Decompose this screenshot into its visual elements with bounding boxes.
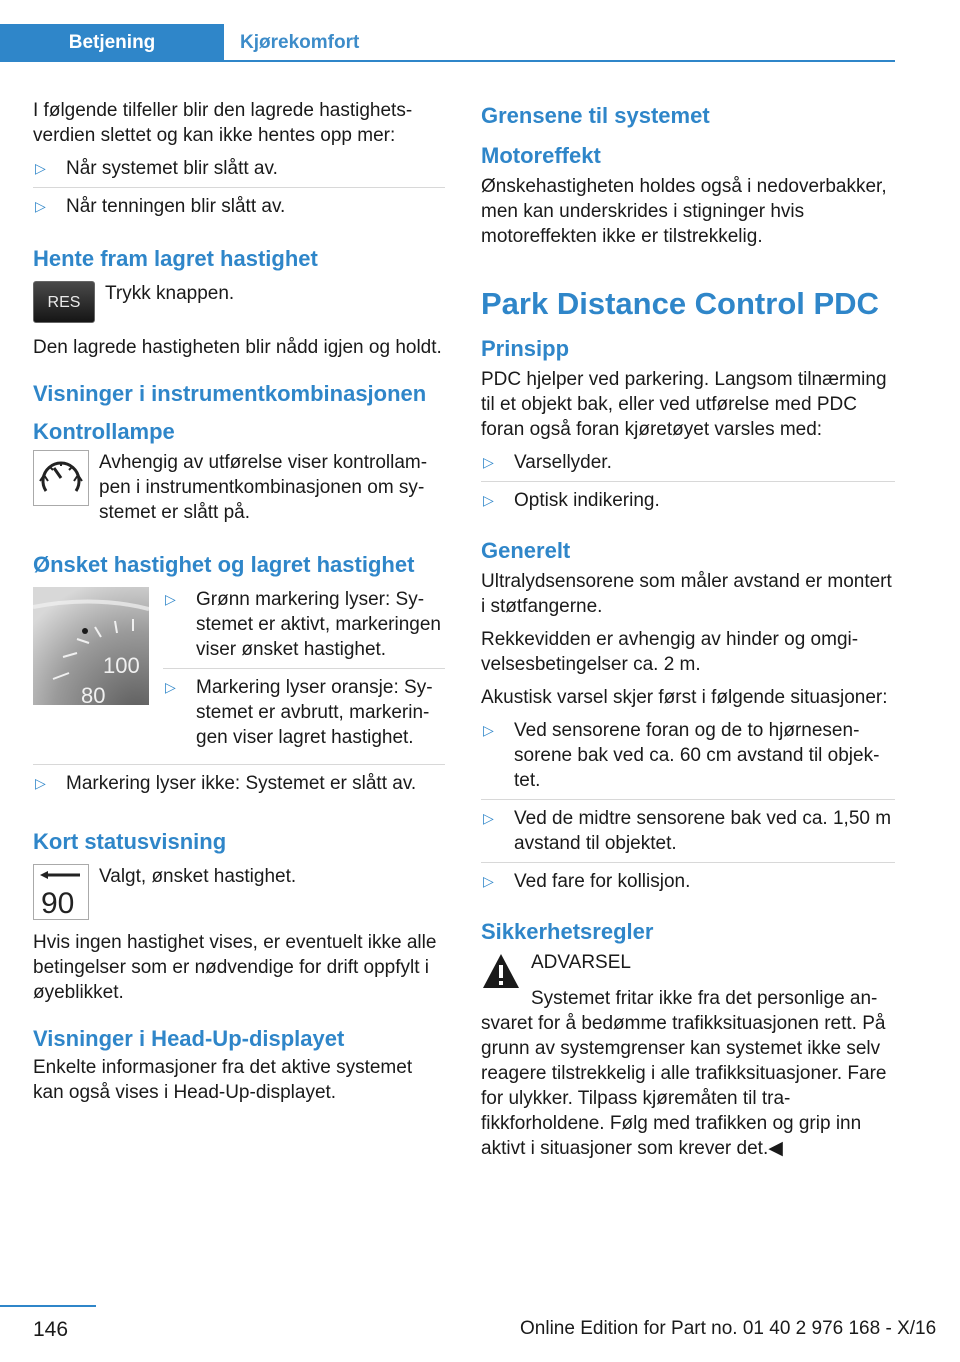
- triangle-bullet-icon: ▷: [483, 454, 494, 470]
- list-item: ▷ Varsellyder.: [481, 450, 895, 482]
- warning-row: [481, 950, 895, 990]
- heading-visninger: Visninger i instrumentkombinasjonen: [33, 381, 427, 406]
- generelt-p3: Akustisk varsel skjer først i følgende situasjoner:: [481, 687, 888, 708]
- speedo-row: [33, 587, 445, 756]
- hente-body: Den lagrede hastigheten blir nådd igjen og holdt.: [33, 337, 442, 358]
- right-column: [481, 98, 895, 1169]
- generelt-p1: Ultralydsensorene som måler avstand er montert i støtfangerne.: [481, 571, 892, 617]
- status-row: [33, 864, 445, 920]
- triangle-bullet-icon: ▷: [165, 679, 176, 695]
- hud-body: Enkelte informasjoner fra det aktive systemet kan også vises i Head-Up-displayet.: [33, 1057, 413, 1103]
- heading-kontrollampe: Kontrollampe: [33, 419, 175, 444]
- lamp-text: Avhengig av utførelse viser kontrollampen i instrumentkombinasjonen om systemet er slått på.: [99, 452, 428, 523]
- speedo-after-list: [33, 764, 445, 802]
- heading-grensene: Grensene til systemet: [481, 103, 710, 128]
- generelt-p2: Rekkevidden er avhengig av hinder og omgivelsesbetingelser ca. 2 m.: [481, 629, 859, 675]
- res-button-icon: RES: [33, 281, 95, 323]
- speedo-label-80: 80: [81, 683, 106, 705]
- triangle-bullet-icon: ▷: [483, 873, 494, 889]
- status-text: Valgt, ønsket hastighet.: [99, 866, 297, 887]
- warning-triangle-icon: [481, 952, 521, 990]
- list-item: ▷ Når systemet blir slått av.: [33, 156, 445, 188]
- speedo-label-100: 100: [103, 653, 140, 678]
- triangle-bullet-icon: ▷: [35, 198, 46, 214]
- prinsipp-list: [481, 450, 895, 519]
- generelt-list: [481, 718, 895, 900]
- heading-motoreffekt: Motoreffekt: [481, 143, 601, 168]
- left-column: [33, 98, 445, 1113]
- list-item: ▷ Når tenningen blir slått av.: [35, 196, 286, 217]
- edition-text: Online Edition for Part no. 01 40 2 976 168 - X/16: [520, 1318, 937, 1339]
- triangle-bullet-icon: ▷: [483, 810, 494, 826]
- heading-generelt: Generelt: [481, 538, 571, 563]
- res-text: Trykk knappen.: [105, 283, 235, 304]
- heading-hente: Hente fram lagret hastighet: [33, 246, 318, 271]
- cruise-control-lamp-icon: [33, 450, 89, 506]
- list-item: ▷ Grønn markering lyser: Systemet er aktivt, markeringen viser ønsket hastighet.: [163, 587, 445, 669]
- lamp-row: [33, 450, 445, 525]
- list-item: ▷ Optisk indikering.: [483, 490, 660, 511]
- intro-list: [33, 156, 445, 225]
- speedometer-image: [33, 587, 149, 705]
- page-number: 146: [33, 1318, 69, 1341]
- heading-prinsipp: Prinsipp: [481, 336, 570, 361]
- list-item: ▷ Ved de midtre sensorene bak ved ca. 1,50 m avstand til objektet.: [481, 806, 895, 863]
- heading-sikkerhetsregler: Sikkerhetsregler: [481, 919, 654, 944]
- advarsel-body: Systemet fritar ikke fra det personlige ansvaret for å bedømme trafikksituasjonen rett. På grunn av systemgrenser kan systemet ikke selv reagere tilstrekkelig i alle trafikksituasjoner. Fare for ulykker. Tilpass kjøremåten til trafikkforholdene. Følg med trafikken og grip inn aktivt i situasjoner som krever det.◀: [481, 988, 887, 1159]
- triangle-bullet-icon: ▷: [35, 160, 46, 176]
- res-row: [33, 281, 445, 323]
- tab-kjorekomfort[interactable]: Kjørekomfort: [240, 32, 360, 53]
- list-item: ▷ Markering lyser ikke: Systemet er slått av.: [35, 773, 417, 794]
- triangle-bullet-icon: ▷: [165, 591, 176, 607]
- heading-hud: Visninger i Head-Up-displayet: [33, 1026, 345, 1051]
- triangle-bullet-icon: ▷: [35, 775, 46, 791]
- header-rule: [224, 60, 895, 62]
- list-item: ▷ Markering lyser oransje: Systemet er avbrutt, markeringen viser lagret hastighet.: [165, 677, 433, 748]
- speedo-list: [163, 587, 445, 756]
- footer-rule: [0, 1305, 96, 1307]
- kort-body: Hvis ingen hastighet vises, er eventuelt ikke alle betingelser som er nødvendige for drift oppfylt i øyeblikket.: [33, 932, 437, 1003]
- short-status-icon: [33, 864, 89, 920]
- heading-kort-status: Kort statusvisning: [33, 829, 227, 854]
- advarsel-label: ADVARSEL: [531, 952, 631, 973]
- status-value: 90: [41, 887, 75, 919]
- tab-betjening[interactable]: Betjening: [0, 24, 224, 62]
- heading-pdc: Park Distance Control PDC: [481, 286, 879, 321]
- list-item: ▷ Ved sensorene foran og de to hjørnesensorene bak ved ca. 60 cm avstand til objektet.: [481, 718, 895, 800]
- triangle-bullet-icon: ▷: [483, 492, 494, 508]
- list-item: ▷ Ved fare for kollisjon.: [483, 871, 691, 892]
- triangle-bullet-icon: ▷: [483, 722, 494, 738]
- motor-body: Ønskehastigheten holdes også i nedoverbakker, men kan underskrides i stigninger hvis motoreffekten ikke er tilstrekkelig.: [481, 176, 887, 247]
- prinsipp-body: PDC hjelper ved parkering. Langsom tilnærming til et objekt bak, eller ved utførelse med PDC foran også foran kjøretøyet varsles med:: [481, 369, 887, 440]
- intro-paragraph: I følgende tilfeller blir den lagrede hastighetsverdien slettet og kan ikke hentes opp mer:: [33, 100, 413, 146]
- heading-onsket: Ønsket hastighet og lagret hastighet: [33, 552, 415, 577]
